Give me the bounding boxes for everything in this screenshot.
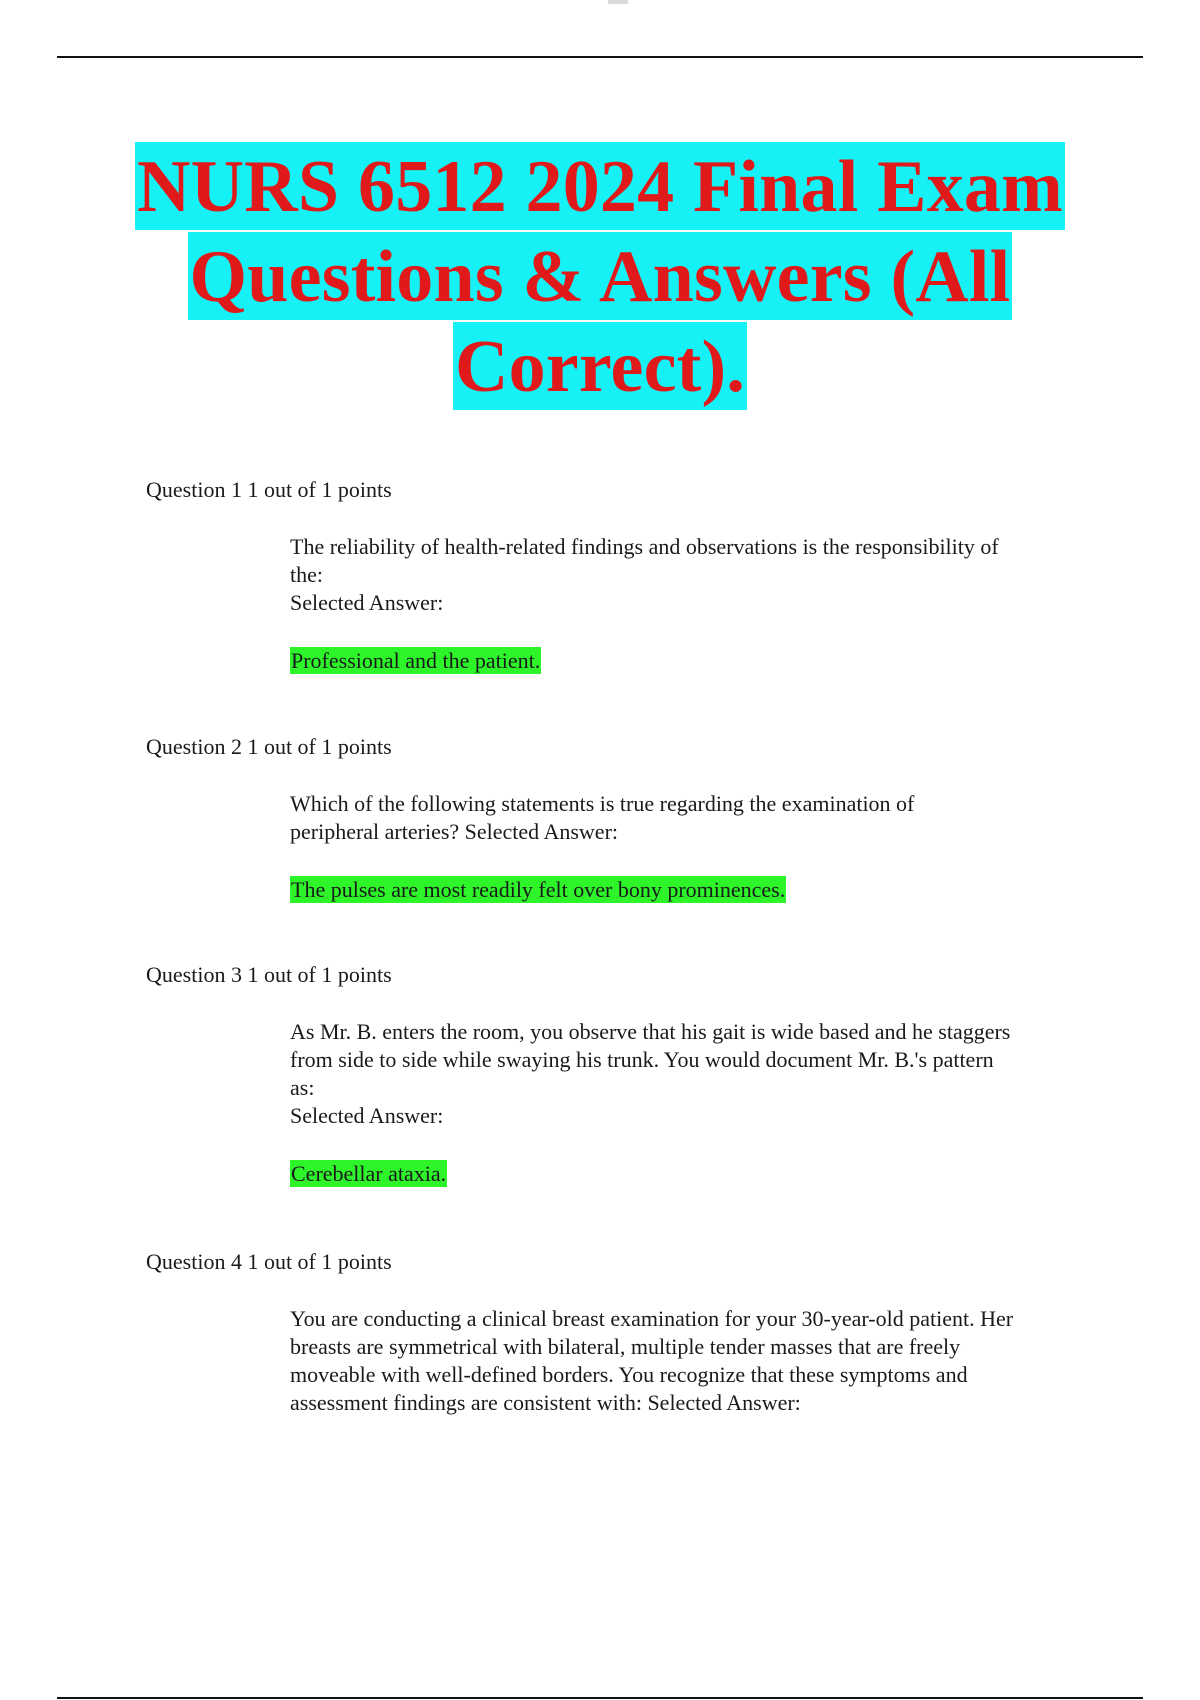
question-prompt-line: from side to side while swaying his trunk. You would document Mr. B.'s pattern bbox=[290, 1047, 994, 1072]
question-prompt-line: Selected Answer: bbox=[290, 590, 444, 615]
question-prompt-line: moveable with well-defined borders. You recognize that these symptoms and bbox=[290, 1362, 968, 1387]
question-body bbox=[290, 1305, 1090, 1417]
question-prompt-line: Selected Answer: bbox=[290, 1103, 444, 1128]
title-line bbox=[0, 232, 1200, 322]
page-top-tab bbox=[608, 0, 628, 4]
title-line-text: Questions & Answers (All bbox=[188, 232, 1013, 320]
question-header: Question 1 1 out of 1 points bbox=[146, 477, 392, 502]
question-prompt-line: As Mr. B. enters the room, you observe that his gait is wide based and he staggers bbox=[290, 1019, 1011, 1044]
question-block bbox=[146, 962, 1126, 1188]
question-prompt-line: the: bbox=[290, 562, 323, 587]
title-line bbox=[0, 322, 1200, 412]
selected-answer bbox=[290, 1160, 1090, 1188]
selected-answer-text: Cerebellar ataxia. bbox=[291, 1161, 447, 1186]
title-line bbox=[0, 142, 1200, 232]
document-title bbox=[0, 142, 1200, 412]
title-line-text: NURS 6512 2024 Final Exam bbox=[135, 142, 1065, 230]
selected-answer bbox=[290, 647, 1090, 675]
question-prompt-line: Which of the following statements is true regarding the examination of bbox=[290, 791, 915, 816]
title-line-text: Correct). bbox=[453, 322, 747, 410]
question-prompt-line: breasts are symmetrical with bilateral, multiple tender masses that are freely bbox=[290, 1334, 961, 1359]
question-header: Question 2 1 out of 1 points bbox=[146, 734, 392, 759]
question-body bbox=[290, 533, 1090, 675]
question-block bbox=[146, 734, 1126, 904]
footer-rule bbox=[57, 1697, 1143, 1699]
question-header: Question 3 1 out of 1 points bbox=[146, 962, 392, 987]
question-body bbox=[290, 1018, 1090, 1188]
selected-answer bbox=[290, 876, 1090, 904]
header-rule bbox=[57, 56, 1143, 58]
question-header: Question 4 1 out of 1 points bbox=[146, 1249, 392, 1274]
question-prompt-line: You are conducting a clinical breast examination for your 30-year-old patient. Her bbox=[290, 1306, 1014, 1331]
question-block bbox=[146, 477, 1126, 675]
question-prompt-line: assessment findings are consistent with: Selected Answer: bbox=[290, 1390, 801, 1415]
question-body bbox=[290, 790, 1090, 904]
question-prompt-line: peripheral arteries? Selected Answer: bbox=[290, 819, 619, 844]
question-prompt-line: The reliability of health-related findings and observations is the responsibility of bbox=[290, 534, 999, 559]
question-block bbox=[146, 1249, 1126, 1417]
question-prompt-line: as: bbox=[290, 1075, 315, 1100]
selected-answer-text: Professional and the patient. bbox=[291, 648, 541, 673]
selected-answer-text: The pulses are most readily felt over bony prominences. bbox=[291, 877, 786, 902]
